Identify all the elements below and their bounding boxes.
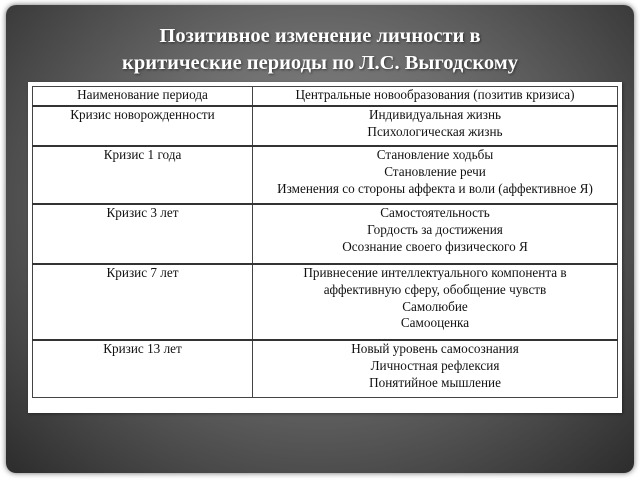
neoformation-item: аффективную сферу, обобщение чувств: [323, 281, 547, 297]
neoformations-cell: [253, 204, 618, 264]
neoformation-item: Гордость за достижения: [367, 221, 503, 237]
crisis-table: [32, 86, 618, 398]
neoformation-item: Новый уровень самосознания: [351, 341, 519, 356]
table-row: [33, 146, 618, 204]
neoformations-cell: [253, 146, 618, 204]
neoformations-cell: [253, 264, 618, 340]
table-row: [33, 264, 618, 340]
neoformation-item: Привнесение интеллектуального компонента в: [303, 265, 567, 280]
neoformation-item: Самооценка: [400, 315, 470, 331]
neoformation-item: Самолюбие: [402, 298, 468, 314]
period-cell: Кризис 7 лет: [33, 264, 253, 340]
header-neoformations: Центральные новообразования (позитив кризиса): [253, 87, 618, 107]
slide-title: [6, 23, 634, 77]
table-row: [33, 106, 618, 146]
title-line-2: критические периоды по Л.С. Выгодскому: [122, 52, 518, 74]
table-row: [33, 204, 618, 264]
neoformation-item: Психологическая жизнь: [367, 123, 503, 139]
neoformations-cell: [253, 106, 618, 146]
table-row: [33, 340, 618, 398]
neoformation-item: Личностная рефлексия: [370, 357, 500, 373]
neoformation-item: Самостоятельность: [380, 205, 490, 220]
neoformation-item: Понятийное мышление: [369, 374, 501, 390]
neoformations-cell: [253, 340, 618, 398]
neoformation-item: Становление речи: [384, 163, 486, 179]
neoformation-item: Изменения со стороны аффекта и воли (аффективное Я): [277, 180, 593, 196]
neoformation-item: Становление ходьбы: [376, 147, 494, 162]
neoformation-item: Осознание своего физического Я: [342, 238, 528, 254]
slide: [6, 5, 634, 473]
period-cell: Кризис 3 лет: [33, 204, 253, 264]
table-header-row: [33, 87, 618, 107]
period-cell: Кризис 1 года: [33, 146, 253, 204]
period-cell: Кризис новорожденности: [33, 106, 253, 146]
neoformation-item: Индивидуальная жизнь: [368, 107, 502, 122]
title-line-1: Позитивное изменение личности в: [159, 25, 481, 47]
table-container: [28, 82, 622, 413]
header-period: Наименование периода: [33, 87, 253, 107]
period-cell: Кризис 13 лет: [33, 340, 253, 398]
